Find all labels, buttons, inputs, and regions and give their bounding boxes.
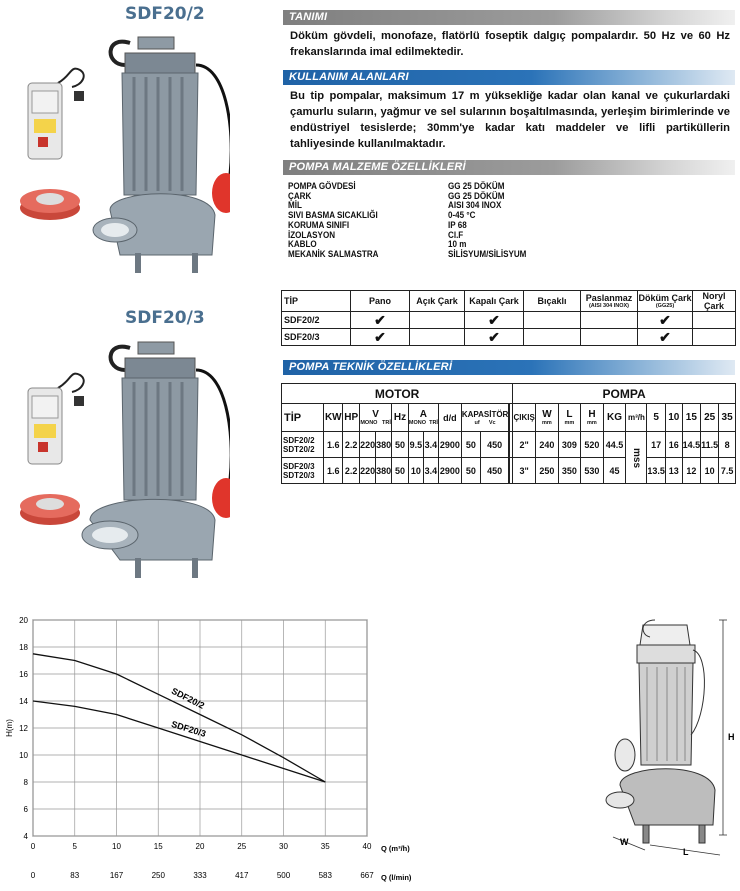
- material-label: SIVI BASMA SICAKLIĞI: [288, 209, 378, 221]
- features-table: [281, 290, 736, 346]
- flange-icon: [20, 494, 80, 525]
- section-header-tanimi: TANIMI: [283, 10, 735, 25]
- th-hp: HP: [343, 404, 360, 432]
- td-mss: mss: [626, 432, 647, 484]
- td-hp: 2.2: [343, 458, 360, 484]
- pump-body-icon: [82, 342, 230, 578]
- td-vc: 450: [481, 458, 510, 484]
- feat-h-paslanmaz: Paslanmaz (AISI 304 INOX): [581, 291, 638, 312]
- material-label: KORUMA SINIFI: [288, 218, 350, 230]
- th-w: W mm: [536, 404, 559, 432]
- material-value: SİLİSYUM/SİLİSYUM: [448, 247, 527, 259]
- td-cikis: 3": [513, 458, 536, 484]
- td-v1: 220: [360, 432, 376, 458]
- th-dd: d/d: [438, 404, 461, 432]
- th-tip: TİP: [282, 404, 324, 432]
- th-q3: 15: [682, 404, 701, 432]
- y-tick-label: 10: [19, 751, 28, 760]
- dim-label-l: L: [683, 847, 689, 857]
- series-line-sdf20-3: [33, 701, 325, 782]
- td-tip: SDF20/2 SDT20/2: [282, 432, 324, 458]
- section-header-kullanim: KULLANIM ALANLARI: [283, 70, 735, 85]
- td-l: 350: [558, 458, 581, 484]
- y-tick-label: 20: [19, 616, 28, 625]
- table-row: [282, 458, 736, 484]
- feat-row-tip: SDF20/2: [282, 312, 351, 329]
- material-value: 10 m: [448, 238, 467, 250]
- y-axis-label: H(m): [5, 719, 14, 737]
- feat-h-acik: Açık Çark: [410, 291, 465, 312]
- series-line-sdf20-2: [33, 654, 325, 782]
- check-icon: ✔: [465, 312, 524, 329]
- dimension-drawing: [595, 615, 740, 860]
- td-kg: 44.5: [603, 432, 626, 458]
- x-tick-label: 40: [362, 842, 372, 851]
- th-q5: 35: [719, 404, 736, 432]
- td-q1: 13.5: [647, 458, 666, 484]
- material-label: POMPA GÖVDESİ: [288, 180, 356, 191]
- th-q4: 25: [701, 404, 719, 432]
- td-a2: 3.4: [423, 432, 438, 458]
- td-q2: 13: [665, 458, 682, 484]
- model-title-sdf20-2: SDF20/2: [125, 4, 205, 24]
- td-q4: 10: [701, 458, 719, 484]
- x2-tick-label: 417: [235, 871, 249, 880]
- th-hz: Hz: [392, 404, 409, 432]
- pump-body-icon: [93, 37, 230, 273]
- control-box-icon: [28, 69, 84, 159]
- td-kw: 1.6: [324, 458, 343, 484]
- th-l: L mm: [558, 404, 581, 432]
- section-header-malzeme: POMPA MALZEME ÖZELLİKLERİ: [283, 160, 735, 175]
- td-q5: 8: [719, 432, 736, 458]
- td-q1: 17: [647, 432, 666, 458]
- x-tick-label: 10: [112, 842, 121, 851]
- td-q3: 12: [682, 458, 701, 484]
- flange-icon: [20, 189, 80, 220]
- x2-tick-label: 167: [109, 871, 124, 880]
- control-box-icon: [28, 374, 84, 464]
- material-label: ÇARK: [288, 189, 312, 201]
- feat-row-tip: SDF20/3: [282, 329, 351, 346]
- group-pompa: POMPA: [513, 384, 736, 404]
- kullanim-text: Bu tip pompalar, maksimum 17 m yüksekliğe kadar olan kanal ve çukurlardaki çamurlu suların, yağmur ve sel sularının boşaltılmasında, yerleşim birimlerinde ve endüstriyel tesislerde; 30mm'ye kadar katı maddeler ve lifli partiküllerin tahliyesinde kullanılmaktadır.: [290, 90, 730, 150]
- material-label: MEKANİK SALMASTRA: [288, 247, 379, 259]
- x-tick-label: 20: [195, 842, 205, 851]
- td-v2: 380: [376, 432, 392, 458]
- feat-h-kapali: Kapalı Çark: [465, 291, 524, 312]
- pump-illustration-sdf20-2: [10, 25, 230, 275]
- material-label: MİL: [288, 199, 302, 211]
- dim-label-w: W: [620, 837, 629, 847]
- material-value: 0-45 °C: [448, 209, 476, 221]
- th-kapasitor: KAPASİTÖR uf Vc: [461, 404, 509, 432]
- feat-h-pano: Pano: [351, 291, 410, 312]
- x-tick-label: 35: [320, 842, 330, 851]
- th-kw: KW: [324, 404, 343, 432]
- check-icon: ✔: [638, 312, 693, 329]
- x2-tick-label: 333: [193, 871, 207, 880]
- td-uf: 50: [461, 458, 480, 484]
- td-a1: 9.5: [408, 432, 423, 458]
- check-icon: ✔: [465, 329, 524, 346]
- material-label: KABLO: [288, 238, 317, 250]
- td-kw: 1.6: [324, 432, 343, 458]
- feat-h-dokum: Döküm Çark (GG25): [638, 291, 693, 312]
- check-icon: ✔: [638, 329, 693, 346]
- material-value: Cl.F: [448, 228, 464, 240]
- th-h: H mm: [581, 404, 604, 432]
- table-row: [282, 329, 736, 346]
- td-w: 240: [536, 432, 559, 458]
- pump-outline-icon: [606, 620, 715, 843]
- td-l: 309: [558, 432, 581, 458]
- y-tick-label: 8: [23, 778, 28, 787]
- y-tick-label: 6: [23, 805, 28, 814]
- td-hz: 50: [392, 458, 409, 484]
- th-a: A MONO TRİ: [408, 404, 438, 432]
- x2-tick-label: 0: [30, 871, 36, 880]
- material-values: [448, 181, 526, 259]
- series-label: SDF20/2: [169, 685, 207, 711]
- x-tick-label: 0: [30, 842, 36, 851]
- table-row: [282, 312, 736, 329]
- td-q3: 14.5: [682, 432, 701, 458]
- performance-chart: [0, 610, 430, 891]
- td-hp: 2.2: [343, 432, 360, 458]
- td-h: 520: [581, 432, 604, 458]
- th-cikis: ÇIKIŞ: [513, 404, 536, 432]
- td-hz: 50: [392, 432, 409, 458]
- x2-axis-label: Q (l/min): [381, 873, 412, 882]
- td-v2: 380: [376, 458, 392, 484]
- y-tick-label: 14: [19, 697, 28, 706]
- th-q2: 10: [665, 404, 682, 432]
- x2-tick-label: 250: [151, 871, 165, 880]
- td-q4: 11.5: [701, 432, 719, 458]
- x-axis-label: Q (m³/h): [381, 844, 410, 853]
- td-vc: 450: [481, 432, 510, 458]
- x-tick-label: 15: [153, 842, 163, 851]
- check-icon: ✔: [351, 312, 410, 329]
- tanimi-text: Döküm gövdeli, monofaze, flatörlü foseptik dalgıç pompalardır. 50 Hz ve 60 Hz frekanslarında imal edilmektedir.: [290, 30, 730, 58]
- td-tip: SDF20/3 SDT20/3: [282, 458, 324, 484]
- th-m3h: m³/h: [626, 404, 647, 432]
- feat-h-tip: TİP: [282, 291, 351, 312]
- x-tick-label: 5: [72, 842, 77, 851]
- td-dd: 2900: [438, 458, 461, 484]
- x2-tick-label: 583: [318, 871, 332, 880]
- x-tick-label: 30: [279, 842, 288, 851]
- th-kg: KG: [603, 404, 626, 432]
- section-header-teknik: POMPA TEKNİK ÖZELLİKLERİ: [283, 360, 735, 375]
- th-q1: 5: [647, 404, 666, 432]
- x2-tick-label: 500: [276, 871, 291, 880]
- y-tick-label: 16: [19, 670, 28, 679]
- th-v: V MONO TRİ: [360, 404, 392, 432]
- td-a1: 10: [408, 458, 423, 484]
- td-dd: 2900: [438, 432, 461, 458]
- td-kg: 45: [603, 458, 626, 484]
- y-tick-label: 18: [19, 643, 28, 652]
- x-tick-label: 25: [237, 842, 247, 851]
- y-tick-label: 4: [23, 832, 28, 841]
- group-motor: MOTOR: [282, 384, 513, 404]
- feat-h-noryl: Noryl Çark: [693, 291, 736, 312]
- dim-label-h: H: [728, 732, 735, 742]
- material-labels: [288, 181, 378, 259]
- series-label: SDF20/3: [170, 718, 208, 739]
- tech-table: [281, 383, 736, 484]
- table-row: [282, 432, 736, 458]
- td-q5: 7.5: [719, 458, 736, 484]
- td-q2: 16: [665, 432, 682, 458]
- material-label: İZOLASYON: [288, 228, 336, 240]
- td-h: 530: [581, 458, 604, 484]
- td-a2: 3.4: [423, 458, 438, 484]
- feat-h-bicakli: Bıçaklı: [524, 291, 581, 312]
- td-v1: 220: [360, 458, 376, 484]
- material-value: IP 68: [448, 218, 467, 230]
- model-title-sdf20-3: SDF20/3: [125, 308, 205, 328]
- td-cikis: 2": [513, 432, 536, 458]
- check-icon: ✔: [351, 329, 410, 346]
- td-w: 250: [536, 458, 559, 484]
- td-uf: 50: [461, 432, 480, 458]
- material-value: GG 25 DÖKÜM: [448, 189, 505, 201]
- y-tick-label: 12: [19, 724, 28, 733]
- x2-tick-label: 667: [360, 871, 374, 880]
- material-value: AISI 304 INOX: [448, 199, 502, 211]
- x2-tick-label: 83: [70, 871, 80, 880]
- material-value: GG 25 DÖKÜM: [448, 180, 505, 191]
- pump-illustration-sdf20-3: [10, 330, 230, 580]
